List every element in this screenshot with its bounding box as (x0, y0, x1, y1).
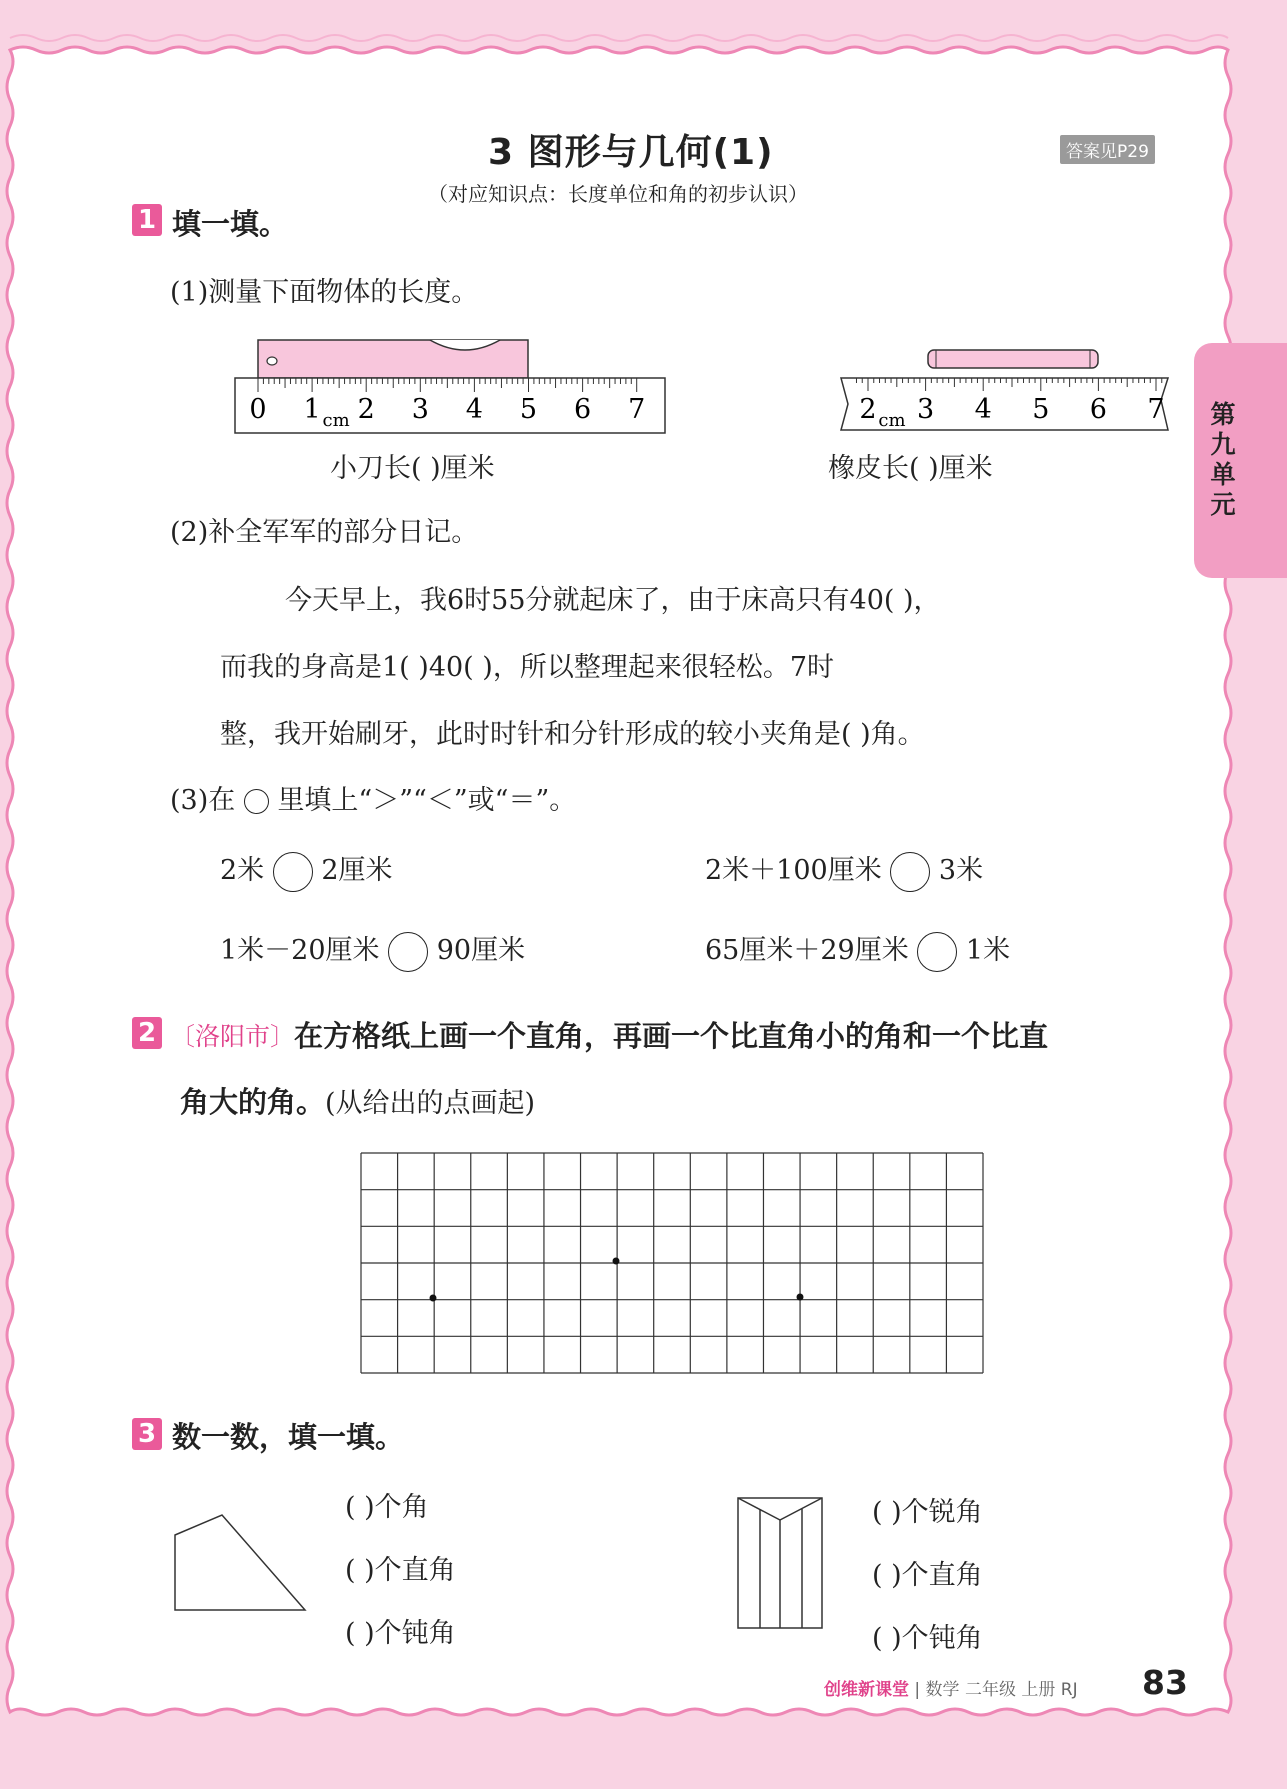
footer-brand: 创维新课堂 (824, 1680, 909, 1700)
ruler-tick-label: 6 (1089, 394, 1107, 425)
answer-reference-badge: 答案见P29 (1060, 135, 1155, 164)
ruler-tick-label: 7 (628, 394, 646, 425)
folded-rectangle-shape (734, 1494, 826, 1632)
unit-tab-label: 第九单元 (1210, 400, 1236, 519)
ruler-tick-label: 3 (411, 394, 429, 425)
question-3-heading: 数一数，填一填。 (172, 1420, 405, 1454)
ruler-unit-label: cm (322, 410, 350, 431)
shape1-right-angle-count: ( )个直角 (345, 1555, 456, 1586)
compare-right: 90厘米 (436, 935, 526, 966)
compare-left: 2米＋100厘米 (705, 855, 882, 886)
knife-caption: 小刀长( )厘米 (330, 453, 495, 484)
ruler-tick-label: 1 (303, 394, 321, 425)
shape2-obtuse-angle-count: ( )个钝角 (872, 1623, 983, 1654)
compare-item (705, 848, 983, 892)
shape2-acute-angle-count: ( )个锐角 (872, 1497, 983, 1528)
compare-item (705, 928, 1010, 972)
ruler-tick-label: 4 (974, 394, 992, 425)
circle-icon (244, 789, 269, 814)
question-2-number: 2 (132, 1017, 162, 1049)
question-2-line-1: 在方格纸上画一个直角，再画一个比直角小的角和一个比直 (294, 1019, 1049, 1053)
ruler-tick-label: 6 (574, 394, 592, 425)
start-point (430, 1295, 437, 1302)
ruler-tick-label: 5 (1032, 394, 1050, 425)
ruler-tick-label: 0 (249, 394, 267, 425)
knife-hole (267, 357, 277, 365)
prompt-prefix: (3)在 (170, 785, 236, 816)
footer-series: 数学 二年级 上册 RJ (925, 1680, 1078, 1700)
compare-left: 1米－20厘米 (220, 935, 380, 966)
ruler-tick-label: 3 (917, 394, 935, 425)
question-1-number: 1 (132, 204, 162, 236)
question-2-note: (从给出的点画起) (325, 1088, 536, 1119)
compare-right: 2厘米 (321, 855, 393, 886)
compare-left: 2米 (220, 855, 265, 886)
ruler-tick-label: 2 (859, 394, 877, 425)
diary-line-2: 而我的身高是1( )40( )，所以整理起来很轻松。7时 (220, 652, 835, 683)
prompt-suffix: 里填上“＞”“＜”或“＝”。 (277, 785, 577, 816)
eraser-caption: 橡皮长( )厘米 (828, 453, 993, 484)
page-number: 83 (1142, 1663, 1188, 1702)
shape1-obtuse-angle-count: ( )个钝角 (345, 1618, 456, 1649)
diary-line-3: 整，我开始刷牙，此时时针和分针形成的较小夹角是( )角。 (220, 719, 925, 750)
ruler-body (235, 378, 665, 433)
compare-answer-circle[interactable] (917, 932, 957, 972)
knowledge-note: （对应知识点：长度单位和角的初步认识） (428, 182, 808, 206)
shape2-right-angle-count: ( )个直角 (872, 1560, 983, 1591)
start-point (797, 1294, 804, 1301)
page-title: 3 图形与几何(1) (488, 132, 774, 173)
shape1-angle-count: ( )个角 (345, 1492, 429, 1523)
q1-part1-prompt: (1)测量下面物体的长度。 (170, 277, 479, 308)
footer-divider: | (909, 1680, 926, 1700)
footer (824, 1675, 1078, 1700)
grid-paper[interactable] (360, 1152, 984, 1374)
question-1-heading: 填一填。 (172, 207, 289, 241)
ruler-unit-label: cm (878, 410, 906, 431)
compare-answer-circle[interactable] (273, 852, 313, 892)
question-2-line-2 (180, 1080, 535, 1121)
question-2-line-2-text: 角大的角。 (180, 1085, 326, 1119)
question-2-source: 〔洛阳市〕 (170, 1022, 296, 1051)
compare-item (220, 928, 525, 972)
question-3-number: 3 (132, 1418, 162, 1450)
compare-right: 1米 (965, 935, 1011, 966)
ruler-tick-label: 5 (519, 394, 538, 425)
diary-line-1: 今天早上，我6时55分就起床了，由于床高只有40( )， (285, 585, 941, 616)
ruler-tick-label: 4 (465, 394, 483, 425)
quadrilateral-shape (170, 1510, 315, 1615)
compare-item (220, 848, 393, 892)
ruler-tick-label: 7 (1147, 394, 1165, 425)
compare-answer-circle[interactable] (890, 852, 930, 892)
compare-left: 65厘米＋29厘米 (705, 935, 909, 966)
ruler-tick-label: 2 (357, 394, 375, 425)
q1-part3-prompt (170, 778, 576, 817)
compare-answer-circle[interactable] (388, 932, 428, 972)
start-point (613, 1258, 620, 1265)
ruler-eraser (836, 348, 1176, 438)
ruler-knife (230, 338, 670, 438)
q1-part2-prompt: (2)补全军军的部分日记。 (170, 517, 479, 548)
eraser-shape (928, 350, 1098, 368)
compare-right: 3米 (938, 855, 984, 886)
